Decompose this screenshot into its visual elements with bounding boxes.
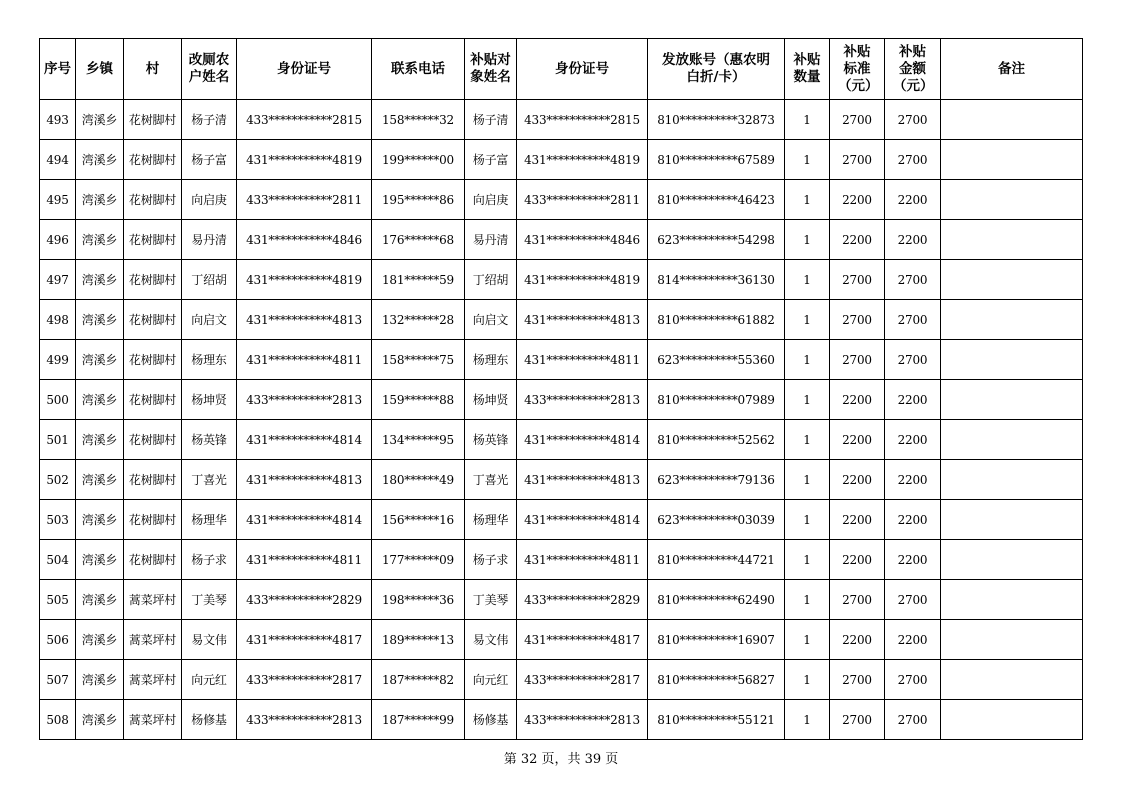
cell-township: 湾溪乡	[76, 580, 124, 620]
cell-recipient-name: 向元红	[465, 660, 517, 700]
cell-remarks	[941, 620, 1083, 660]
cell-household-name: 杨修基	[182, 700, 237, 740]
cell-remarks	[941, 660, 1083, 700]
cell-household-name: 向元红	[182, 660, 237, 700]
cell-recipient-id-number: 431***********4811	[517, 540, 648, 580]
cell-seq: 496	[40, 220, 76, 260]
cell-quantity: 1	[785, 300, 830, 340]
cell-recipient-name: 向启文	[465, 300, 517, 340]
cell-household-name: 杨坤贤	[182, 380, 237, 420]
cell-household-name: 杨英锋	[182, 420, 237, 460]
cell-remarks	[941, 140, 1083, 180]
header-township: 乡镇	[76, 39, 124, 100]
cell-id-number: 431***********4817	[237, 620, 372, 660]
cell-amount: 2200	[885, 380, 941, 420]
cell-phone: 158******75	[372, 340, 465, 380]
page-footer	[0, 748, 1122, 767]
cell-id-number: 431***********4811	[237, 540, 372, 580]
table-row	[40, 420, 1083, 460]
cell-account: 623**********55360	[648, 340, 785, 380]
cell-household-name: 易丹清	[182, 220, 237, 260]
cell-household-name: 易文伟	[182, 620, 237, 660]
cell-amount: 2200	[885, 460, 941, 500]
cell-seq: 505	[40, 580, 76, 620]
cell-recipient-name: 丁美琴	[465, 580, 517, 620]
cell-phone: 187******82	[372, 660, 465, 700]
table-row	[40, 660, 1083, 700]
cell-remarks	[941, 580, 1083, 620]
cell-village: 蒿菜坪村	[124, 660, 182, 700]
cell-recipient-name: 杨理华	[465, 500, 517, 540]
cell-standard: 2700	[830, 260, 885, 300]
cell-amount: 2200	[885, 220, 941, 260]
table-row	[40, 140, 1083, 180]
cell-phone: 156******16	[372, 500, 465, 540]
table-row	[40, 380, 1083, 420]
cell-account: 623**********54298	[648, 220, 785, 260]
cell-seq: 500	[40, 380, 76, 420]
cell-recipient-id-number: 433***********2815	[517, 100, 648, 140]
cell-amount: 2700	[885, 340, 941, 380]
cell-id-number: 431***********4811	[237, 340, 372, 380]
cell-remarks	[941, 460, 1083, 500]
cell-recipient-id-number: 433***********2813	[517, 380, 648, 420]
cell-recipient-id-number: 431***********4819	[517, 140, 648, 180]
cell-quantity: 1	[785, 580, 830, 620]
header-account: 发放账号（惠农明白折/卡）	[648, 39, 785, 100]
cell-standard: 2200	[830, 420, 885, 460]
cell-seq: 498	[40, 300, 76, 340]
cell-household-name: 丁绍胡	[182, 260, 237, 300]
cell-township: 湾溪乡	[76, 540, 124, 580]
cell-standard: 2700	[830, 700, 885, 740]
cell-amount: 2200	[885, 540, 941, 580]
cell-village: 花树脚村	[124, 140, 182, 180]
cell-recipient-id-number: 431***********4846	[517, 220, 648, 260]
cell-standard: 2200	[830, 540, 885, 580]
page-number-text: 第 32 页，共 39 页	[503, 752, 619, 767]
cell-id-number: 431***********4813	[237, 460, 372, 500]
cell-phone: 177******09	[372, 540, 465, 580]
cell-recipient-id-number: 431***********4813	[517, 300, 648, 340]
cell-account: 810**********61882	[648, 300, 785, 340]
cell-seq: 501	[40, 420, 76, 460]
cell-remarks	[941, 180, 1083, 220]
cell-seq: 507	[40, 660, 76, 700]
cell-township: 湾溪乡	[76, 180, 124, 220]
cell-remarks	[941, 500, 1083, 540]
table-row	[40, 100, 1083, 140]
cell-phone: 176******68	[372, 220, 465, 260]
cell-recipient-name: 丁喜光	[465, 460, 517, 500]
cell-seq: 497	[40, 260, 76, 300]
cell-quantity: 1	[785, 660, 830, 700]
cell-id-number: 431***********4814	[237, 500, 372, 540]
table-row	[40, 500, 1083, 540]
cell-remarks	[941, 300, 1083, 340]
cell-village: 花树脚村	[124, 220, 182, 260]
cell-township: 湾溪乡	[76, 380, 124, 420]
cell-amount: 2700	[885, 700, 941, 740]
cell-account: 810**********56827	[648, 660, 785, 700]
cell-village: 蒿菜坪村	[124, 580, 182, 620]
cell-township: 湾溪乡	[76, 340, 124, 380]
cell-amount: 2700	[885, 140, 941, 180]
cell-recipient-id-number: 433***********2811	[517, 180, 648, 220]
cell-township: 湾溪乡	[76, 660, 124, 700]
cell-household-name: 杨子求	[182, 540, 237, 580]
subsidy-table	[39, 38, 1083, 740]
cell-township: 湾溪乡	[76, 500, 124, 540]
cell-amount: 2700	[885, 260, 941, 300]
table-row	[40, 580, 1083, 620]
cell-phone: 134******95	[372, 420, 465, 460]
cell-phone: 199******00	[372, 140, 465, 180]
cell-amount: 2200	[885, 620, 941, 660]
cell-village: 花树脚村	[124, 420, 182, 460]
cell-id-number: 431***********4819	[237, 140, 372, 180]
cell-id-number: 431***********4814	[237, 420, 372, 460]
table-body	[40, 100, 1083, 740]
header-id-number: 身份证号	[237, 39, 372, 100]
cell-seq: 494	[40, 140, 76, 180]
cell-id-number: 431***********4846	[237, 220, 372, 260]
cell-township: 湾溪乡	[76, 260, 124, 300]
cell-standard: 2700	[830, 340, 885, 380]
cell-remarks	[941, 380, 1083, 420]
cell-quantity: 1	[785, 460, 830, 500]
cell-household-name: 杨子清	[182, 100, 237, 140]
cell-township: 湾溪乡	[76, 140, 124, 180]
cell-standard: 2700	[830, 580, 885, 620]
cell-amount: 2700	[885, 660, 941, 700]
cell-account: 810**********46423	[648, 180, 785, 220]
cell-recipient-id-number: 431***********4814	[517, 500, 648, 540]
cell-township: 湾溪乡	[76, 300, 124, 340]
cell-recipient-name: 杨修基	[465, 700, 517, 740]
cell-account: 810**********44721	[648, 540, 785, 580]
cell-village: 花树脚村	[124, 540, 182, 580]
cell-village: 花树脚村	[124, 460, 182, 500]
table-row	[40, 700, 1083, 740]
cell-household-name: 杨理东	[182, 340, 237, 380]
header-household-name: 改厕农户姓名	[182, 39, 237, 100]
cell-account: 810**********07989	[648, 380, 785, 420]
cell-quantity: 1	[785, 420, 830, 460]
cell-quantity: 1	[785, 700, 830, 740]
header-amount: 补贴金额（元）	[885, 39, 941, 100]
cell-amount: 2200	[885, 180, 941, 220]
cell-remarks	[941, 260, 1083, 300]
cell-id-number: 431***********4819	[237, 260, 372, 300]
cell-phone: 180******49	[372, 460, 465, 500]
cell-account: 810**********62490	[648, 580, 785, 620]
table-row	[40, 460, 1083, 500]
cell-phone: 187******99	[372, 700, 465, 740]
cell-account: 810**********52562	[648, 420, 785, 460]
cell-standard: 2200	[830, 620, 885, 660]
cell-recipient-id-number: 431***********4811	[517, 340, 648, 380]
cell-remarks	[941, 700, 1083, 740]
cell-id-number: 433***********2813	[237, 700, 372, 740]
cell-standard: 2700	[830, 140, 885, 180]
cell-phone: 158******32	[372, 100, 465, 140]
cell-village: 花树脚村	[124, 340, 182, 380]
cell-household-name: 杨理华	[182, 500, 237, 540]
cell-account: 623**********79136	[648, 460, 785, 500]
cell-township: 湾溪乡	[76, 700, 124, 740]
header-seq: 序号	[40, 39, 76, 100]
cell-standard: 2700	[830, 660, 885, 700]
cell-recipient-id-number: 433***********2813	[517, 700, 648, 740]
cell-recipient-name: 杨坤贤	[465, 380, 517, 420]
cell-quantity: 1	[785, 340, 830, 380]
cell-township: 湾溪乡	[76, 620, 124, 660]
cell-seq: 495	[40, 180, 76, 220]
cell-village: 蒿菜坪村	[124, 620, 182, 660]
cell-village: 蒿菜坪村	[124, 700, 182, 740]
header-recipient-id-number: 身份证号	[517, 39, 648, 100]
cell-phone: 159******88	[372, 380, 465, 420]
cell-remarks	[941, 100, 1083, 140]
cell-remarks	[941, 540, 1083, 580]
cell-recipient-name: 丁绍胡	[465, 260, 517, 300]
cell-amount: 2200	[885, 420, 941, 460]
cell-id-number: 433***********2817	[237, 660, 372, 700]
header-quantity: 补贴数量	[785, 39, 830, 100]
cell-standard: 2200	[830, 380, 885, 420]
cell-phone: 195******86	[372, 180, 465, 220]
cell-seq: 508	[40, 700, 76, 740]
cell-quantity: 1	[785, 100, 830, 140]
cell-phone: 132******28	[372, 300, 465, 340]
cell-phone: 198******36	[372, 580, 465, 620]
cell-seq: 506	[40, 620, 76, 660]
cell-id-number: 431***********4813	[237, 300, 372, 340]
cell-village: 花树脚村	[124, 180, 182, 220]
cell-seq: 502	[40, 460, 76, 500]
cell-account: 810**********67589	[648, 140, 785, 180]
cell-phone: 189******13	[372, 620, 465, 660]
header-remarks: 备注	[941, 39, 1083, 100]
table-row	[40, 220, 1083, 260]
cell-recipient-name: 向启庚	[465, 180, 517, 220]
cell-quantity: 1	[785, 500, 830, 540]
cell-household-name: 向启庚	[182, 180, 237, 220]
cell-remarks	[941, 340, 1083, 380]
cell-amount: 2200	[885, 500, 941, 540]
table-row	[40, 340, 1083, 380]
cell-standard: 2200	[830, 500, 885, 540]
cell-recipient-id-number: 431***********4813	[517, 460, 648, 500]
cell-account: 623**********03039	[648, 500, 785, 540]
cell-quantity: 1	[785, 220, 830, 260]
cell-seq: 503	[40, 500, 76, 540]
cell-township: 湾溪乡	[76, 420, 124, 460]
table-row	[40, 260, 1083, 300]
cell-phone: 181******59	[372, 260, 465, 300]
cell-seq: 493	[40, 100, 76, 140]
cell-village: 花树脚村	[124, 260, 182, 300]
cell-recipient-name: 杨子求	[465, 540, 517, 580]
header-standard: 补贴标准（元）	[830, 39, 885, 100]
cell-quantity: 1	[785, 540, 830, 580]
cell-quantity: 1	[785, 620, 830, 660]
cell-id-number: 433***********2815	[237, 100, 372, 140]
cell-standard: 2200	[830, 180, 885, 220]
cell-account: 810**********32873	[648, 100, 785, 140]
header-recipient-name: 补贴对象姓名	[465, 39, 517, 100]
cell-standard: 2200	[830, 460, 885, 500]
cell-recipient-id-number: 433***********2829	[517, 580, 648, 620]
table-header-row	[40, 39, 1083, 100]
cell-id-number: 433***********2811	[237, 180, 372, 220]
cell-household-name: 丁美琴	[182, 580, 237, 620]
cell-account: 814**********36130	[648, 260, 785, 300]
table-row	[40, 300, 1083, 340]
table-row	[40, 620, 1083, 660]
header-village: 村	[124, 39, 182, 100]
cell-seq: 504	[40, 540, 76, 580]
cell-household-name: 丁喜光	[182, 460, 237, 500]
cell-quantity: 1	[785, 380, 830, 420]
cell-recipient-name: 易文伟	[465, 620, 517, 660]
cell-recipient-id-number: 431***********4819	[517, 260, 648, 300]
cell-recipient-id-number: 431***********4814	[517, 420, 648, 460]
cell-standard: 2200	[830, 220, 885, 260]
cell-quantity: 1	[785, 260, 830, 300]
cell-account: 810**********55121	[648, 700, 785, 740]
cell-id-number: 433***********2829	[237, 580, 372, 620]
cell-standard: 2700	[830, 100, 885, 140]
cell-quantity: 1	[785, 140, 830, 180]
cell-standard: 2700	[830, 300, 885, 340]
cell-recipient-name: 杨理东	[465, 340, 517, 380]
cell-township: 湾溪乡	[76, 220, 124, 260]
cell-township: 湾溪乡	[76, 100, 124, 140]
header-phone: 联系电话	[372, 39, 465, 100]
cell-recipient-id-number: 431***********4817	[517, 620, 648, 660]
cell-recipient-name: 杨英锋	[465, 420, 517, 460]
cell-village: 花树脚村	[124, 100, 182, 140]
cell-recipient-id-number: 433***********2817	[517, 660, 648, 700]
cell-account: 810**********16907	[648, 620, 785, 660]
cell-village: 花树脚村	[124, 300, 182, 340]
cell-village: 花树脚村	[124, 380, 182, 420]
cell-township: 湾溪乡	[76, 460, 124, 500]
cell-recipient-name: 杨子富	[465, 140, 517, 180]
cell-household-name: 杨子富	[182, 140, 237, 180]
cell-recipient-name: 杨子清	[465, 100, 517, 140]
table-row	[40, 180, 1083, 220]
cell-remarks	[941, 420, 1083, 460]
cell-household-name: 向启文	[182, 300, 237, 340]
cell-quantity: 1	[785, 180, 830, 220]
cell-village: 花树脚村	[124, 500, 182, 540]
cell-recipient-name: 易丹清	[465, 220, 517, 260]
cell-id-number: 433***********2813	[237, 380, 372, 420]
cell-seq: 499	[40, 340, 76, 380]
cell-amount: 2700	[885, 100, 941, 140]
table-row	[40, 540, 1083, 580]
cell-amount: 2700	[885, 580, 941, 620]
cell-remarks	[941, 220, 1083, 260]
cell-amount: 2700	[885, 300, 941, 340]
